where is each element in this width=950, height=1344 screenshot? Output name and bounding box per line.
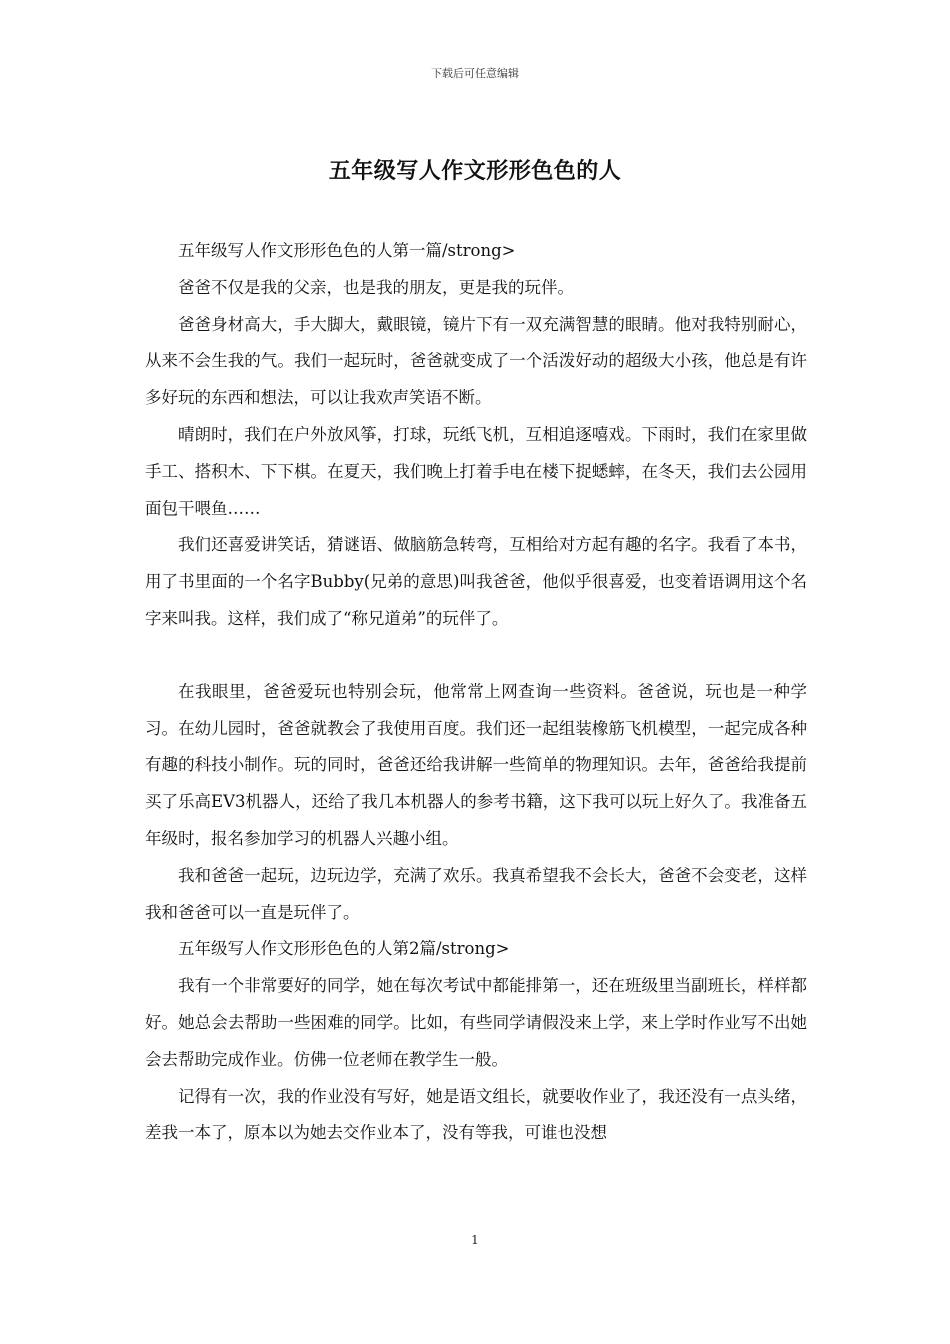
paragraph: 我有一个非常要好的同学，她在每次考试中都能排第一，还在班级里当副班长，样样都好。她总会去帮助一些困难的同学。比如，有些同学请假没来上学，来上学时作业写不出她会去帮助完成作业。仿佛一位老师在教学生一般。	[145, 976, 807, 1069]
paragraph: 晴朗时，我们在户外放风筝，打球，玩纸飞机，互相追逐嘻戏。下雨时，我们在家里做手工、搭积木、下下棋。在夏天，我们晚上打着手电在楼下捉蟋蟀，在冬天，我们去公园用面包干喂鱼……	[145, 424, 807, 518]
paragraph: 我和爸爸一起玩，边玩边学，充满了欢乐。我真希望我不会长大，爸爸不会变老，这样我和爸爸可以一直是玩伴了。	[145, 865, 807, 922]
paragraph: 记得有一次，我的作业没有写好，她是语文组长，就要收作业了，我还没有一点头绪，差我一本了，原本以为她去交作业本了，没有等我，可谁也没想	[145, 1086, 807, 1143]
document-title: 五年级写人作文形形色色的人	[328, 158, 622, 184]
paragraph: 爸爸身材高大，手大脚大，戴眼镜，镜片下有一双充满智慧的眼睛。他对我特别耐心，从来不会生我的气。我们一起玩时，爸爸就变成了一个活泼好动的超级大小孩，他总是有许多好玩的东西和想法，可以让我欢声笑语不断。	[145, 314, 807, 408]
page-number: 1	[471, 1233, 479, 1247]
section-heading-2: 五年级写人作文形形色色的人第2篇/strong>	[178, 939, 510, 959]
paragraph: 爸爸不仅是我的父亲，也是我的朋友，更是我的玩伴。	[178, 277, 574, 297]
paragraph: 在我眼里，爸爸爱玩也特别会玩，他常常上网查询一些资料。爸爸说，玩也是一种学习。在幼儿园时，爸爸就教会了我使用百度。我们还一起组装橡筋飞机模型，一起完成各种有趣的科技小制作。玩的同时，爸爸还给我讲解一些简单的物理知识。去年，爸爸给我提前买了乐高EV3机器人，还给了我几本机器人的参考书籍，这下我可以玩上好久了。我准备五年级时，报名参加学习的机器人兴趣小组。	[145, 681, 807, 848]
page-header: 下载后可任意编辑	[431, 67, 519, 80]
section-heading-1: 五年级写人作文形形色色的人第一篇/strong>	[178, 241, 516, 260]
paragraph: 我们还喜爱讲笑话，猜谜语、做脑筋急转弯，互相给对方起有趣的名字。我看了本书，用了书里面的一个名字Bubby(兄弟的意思)叫我爸爸，他似乎很喜爱，也变着语调用这个名字来叫我。这样，我们成了“称兄道弟”的玩伴了。	[145, 535, 807, 628]
document-body	[145, 233, 807, 1152]
